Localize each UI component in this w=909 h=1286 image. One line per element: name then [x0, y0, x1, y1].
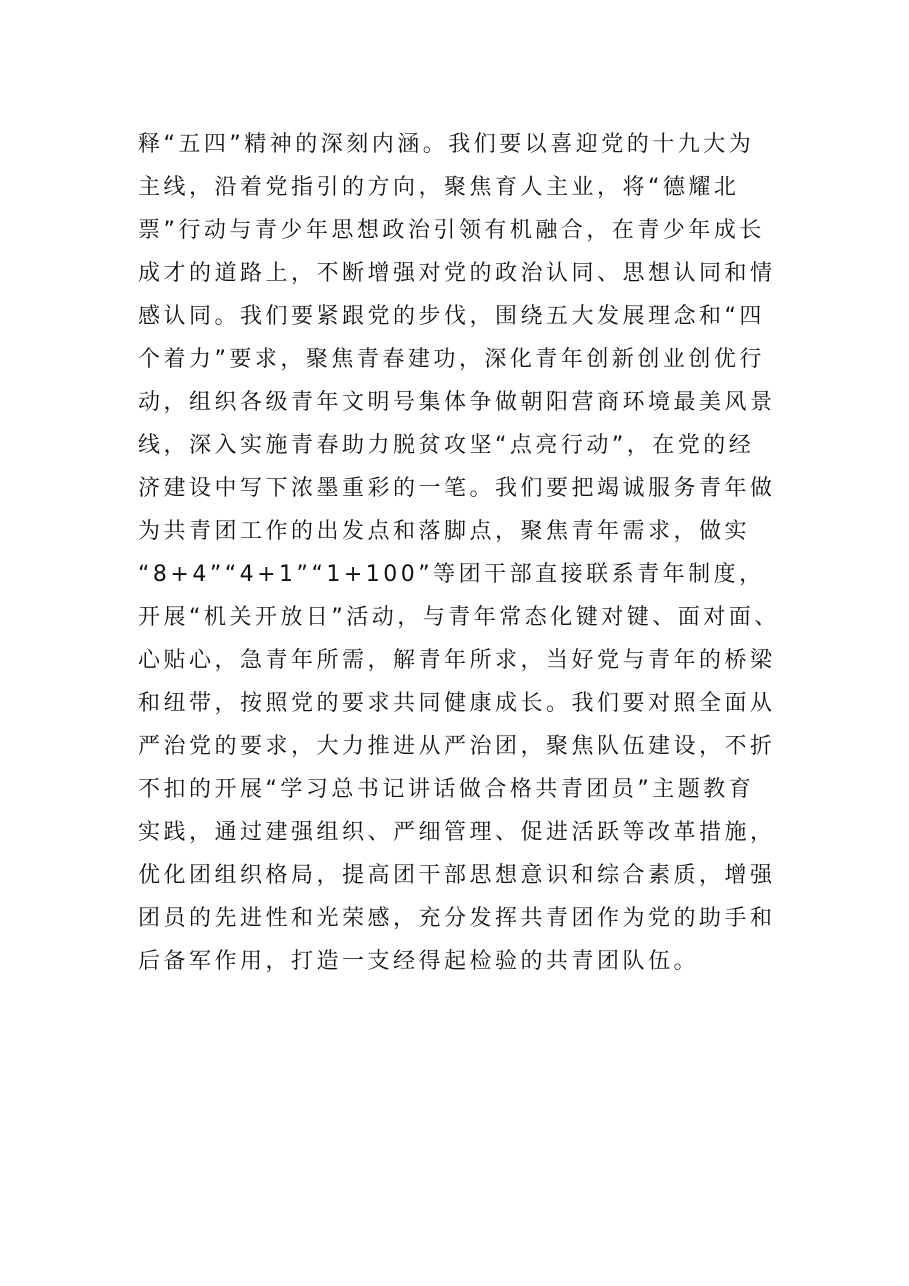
- text-line: 释“五四”精神的深刻内涵。我们要以喜迎党的十九大为: [138, 132, 755, 157]
- text-line: 实践，通过建强组织、严细管理、促进活跃等改革措施，: [138, 820, 776, 845]
- text-line: 优化团组织格局，提高团干部思想意识和综合素质，增强: [138, 863, 776, 888]
- text-line: 线，深入实施青春助力脱贫攻坚“点亮行动”，在党的经: [138, 433, 755, 458]
- text-line: 和纽带，按照党的要求共同健康成长。我们要对照全面从: [138, 691, 776, 716]
- text-line: 感认同。我们要紧跟党的步伐，围绕五大发展理念和“四: [138, 304, 765, 329]
- text-line: 开展“机关开放日”活动，与青年常态化键对键、面对面、: [138, 605, 780, 630]
- text-line: 团员的先进性和光荣感，充分发挥共青团作为党的助手和: [138, 906, 776, 931]
- text-line: 严治党的要求，大力推进从严治团，聚焦队伍建设，不折: [138, 734, 776, 759]
- body-paragraph: [138, 123, 838, 983]
- text-line: 个着力”要求，聚焦青春建功，深化青年创新创业创优行: [138, 347, 765, 372]
- text-line: 主线，沿着党指引的方向，聚焦育人主业，将“德耀北: [138, 175, 740, 200]
- text-line: 成才的道路上，不断增强对党的政治认同、思想认同和情: [138, 261, 776, 286]
- text-line: 票”行动与青少年思想政治引领有机融合，在青少年成长: [138, 218, 765, 243]
- text-line: 不扣的开展“学习总书记讲话做合格共青团员”主题教育: [138, 777, 755, 802]
- text-line: 济建设中写下浓墨重彩的一笔。我们要把竭诚服务青年做: [138, 476, 776, 501]
- text-line: 为共青团工作的出发点和落脚点，聚焦青年需求，做实: [138, 519, 751, 544]
- text-line: “8+4”“4+1”“1+100”等团干部直接联系青年制度，: [138, 562, 765, 587]
- text-line: 心贴心，急青年所需，解青年所求，当好党与青年的桥梁: [138, 648, 776, 673]
- text-line: 动，组织各级青年文明号集体争做朝阳营商环境最美风景: [138, 390, 776, 415]
- text-line: 后备军作用，打造一支经得起检验的共青团队伍。: [138, 949, 700, 974]
